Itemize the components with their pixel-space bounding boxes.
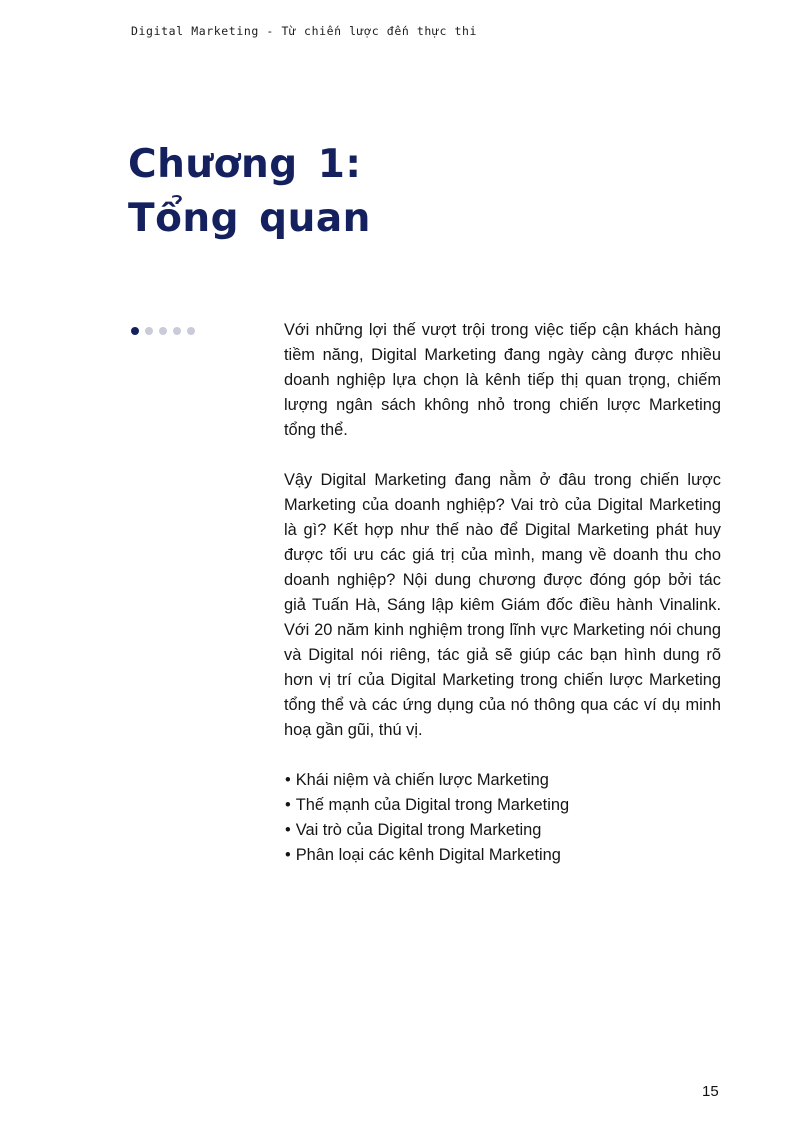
intro-paragraph: Với những lợi thế vượt trội trong việc tiếp cận khách hàng tiềm năng, Digital Marketing đang ngày càng được nhiều doanh nghiệp lựa chọn là kênh tiếp thị quan trọng, chiếm lượng ngân sách không nhỏ trong chiến lược Marketing tổng thể. [284, 321, 721, 439]
topic-item: • Khái niệm và chiến lược Marketing [284, 768, 721, 793]
page-number: 15 [702, 1083, 719, 1100]
topic-item: • Vai trò của Digital trong Marketing [284, 818, 721, 843]
chapter-body [284, 318, 721, 868]
progress-dot-icon-active [131, 327, 139, 335]
running-header: Digital Marketing - Từ chiến lược đến thực thi [131, 24, 478, 38]
description-paragraph: Vậy Digital Marketing đang nằm ở đâu trong chiến lược Marketing của doanh nghiệp? Vai trò của Digital Marketing là gì? Kết hợp như thế nào để Digital Marketing phát huy được tối ưu các giá trị của mình, mang về doanh thu cho doanh nghiệp? Nội dung chương được đóng góp bởi tác giả Tuấn Hà, Sáng lập kiêm Giám đốc điều hành Vinalink. Với 20 năm kinh nghiệm trong lĩnh vực Marketing nói chung và Digital nói riêng, tác giả sẽ giúp các bạn hình dung rõ hơn vị trí của Digital Marketing trong chiến lược Marketing tổng thể và các ứng dụng của nó thông qua các ví dụ minh hoạ gần gũi, thú vị. [284, 471, 721, 739]
topic-item: • Phân loại các kênh Digital Marketing [284, 843, 721, 868]
progress-dot-icon [159, 327, 167, 335]
progress-dot-icon [187, 327, 195, 335]
topic-item: • Thế mạnh của Digital trong Marketing [284, 793, 721, 818]
progress-dot-icon [173, 327, 181, 335]
chapter-title-line-1: Chương 1: [128, 142, 362, 187]
chapter-title-line-2: Tổng quan [128, 196, 371, 241]
progress-dot-icon [145, 327, 153, 335]
section-progress-dots [131, 327, 195, 335]
chapter-title [128, 138, 371, 246]
topic-list [284, 768, 721, 868]
